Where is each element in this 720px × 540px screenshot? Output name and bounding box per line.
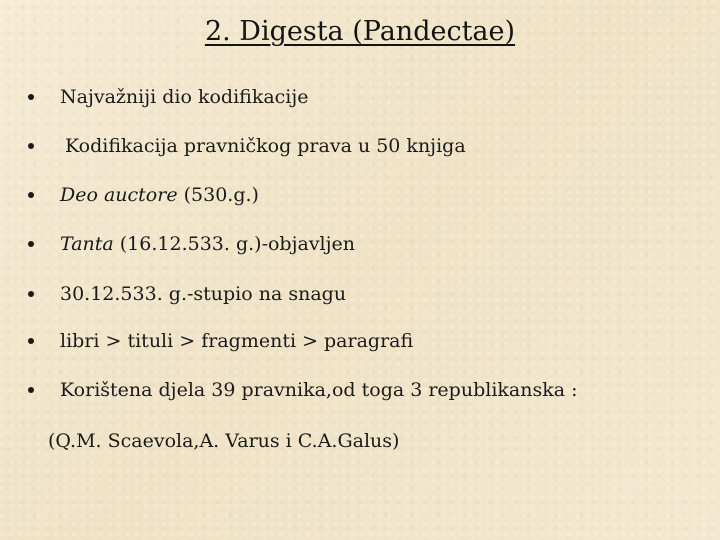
bullet-dot-icon: [28, 241, 34, 247]
bullet-item: [28, 279, 346, 309]
bullet-plain-text: (16.12.533. g.)-objavljen: [113, 233, 356, 255]
bullet-text: Korištena djela 39 pravnika,od toga 3 republikanska :: [60, 379, 578, 401]
slide-title-text: 2. Digesta (Pandectae): [204, 16, 516, 47]
slide-title: [0, 14, 720, 50]
bullet-continuation-text: (Q.M. Scaevola,A. Varus i C.A.Galus): [48, 430, 400, 452]
bullet-text: Kodifikacija pravničkog prava u 50 knjiga: [65, 135, 466, 157]
bullet-dot-icon: [28, 192, 34, 198]
bullet-text: [60, 184, 259, 206]
bullet-dot-icon: [28, 143, 34, 149]
bullet-item: [28, 229, 355, 259]
bullet-item: [28, 82, 309, 112]
bullet-dot-icon: [28, 338, 34, 344]
bullet-dot-icon: [28, 387, 34, 393]
bullet-dot-icon: [28, 94, 34, 100]
bullet-text: Najvažniji dio kodifikacije: [60, 86, 309, 108]
bullet-text: 30.12.533. g.-stupio na snagu: [60, 283, 347, 305]
bullet-italic-text: Deo auctore: [60, 184, 178, 206]
bullet-dot-icon: [28, 291, 34, 297]
bullet-text: [60, 233, 355, 255]
bullet-item: [28, 180, 259, 210]
bullet-item: [28, 375, 578, 405]
bullet-item: [28, 131, 466, 161]
bullet-item: [28, 326, 413, 356]
bullet-plain-text: (530.g.): [177, 184, 259, 206]
bullet-italic-text: Tanta: [60, 233, 114, 255]
bullet-text: libri > tituli > fragmenti > paragrafi: [60, 330, 414, 352]
